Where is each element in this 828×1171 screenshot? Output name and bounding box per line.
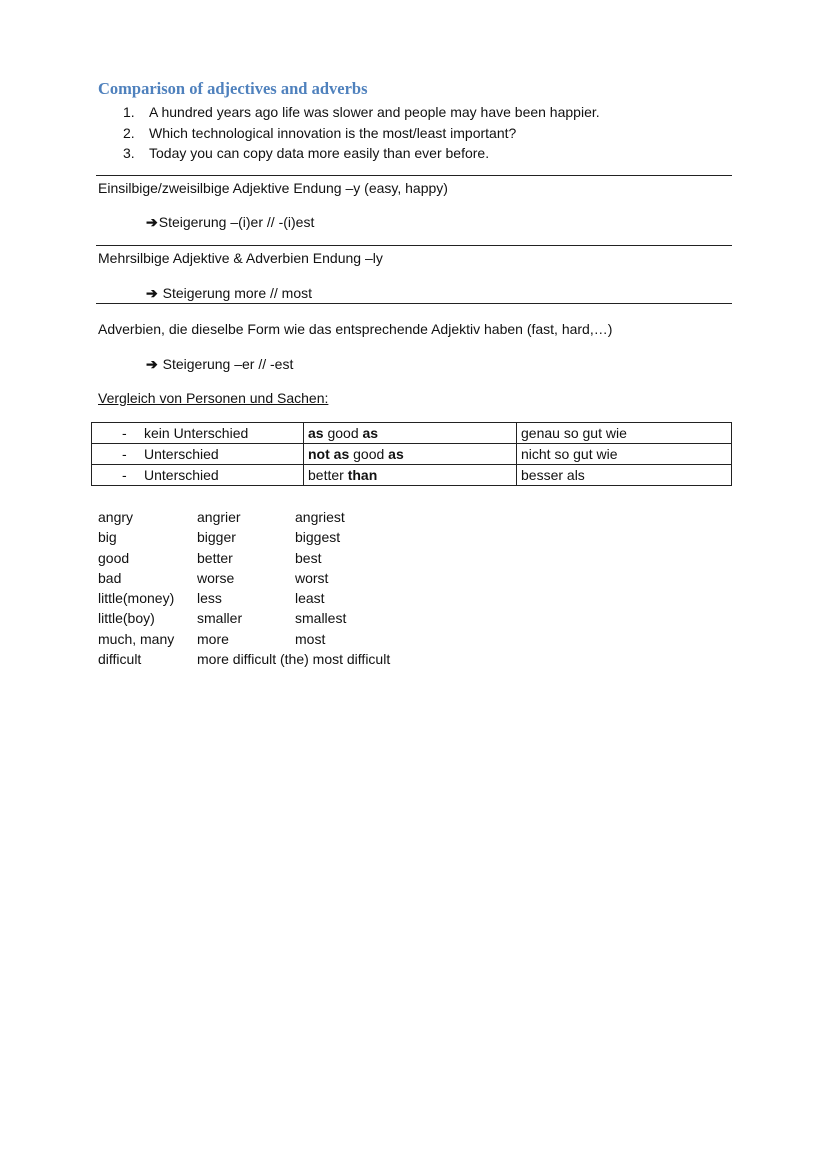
arrow-icon: ➔ <box>146 214 158 230</box>
comparative-form: less <box>197 590 222 607</box>
table-row <box>92 465 732 486</box>
list-item <box>123 123 600 144</box>
dash: - <box>122 466 127 483</box>
arrow-icon: ➔ <box>146 356 158 372</box>
rule-result <box>146 214 314 231</box>
table-cell <box>92 465 304 486</box>
row-label: Unterschied <box>144 466 219 483</box>
dash: - <box>122 424 127 441</box>
table-cell: besser als <box>517 465 732 486</box>
comparative-form: better <box>197 549 233 566</box>
table-cell <box>92 444 304 465</box>
comparison-heading: Vergleich von Personen und Sachen: <box>98 390 329 406</box>
superlative-form: best <box>295 549 322 566</box>
plain-word: better <box>308 466 348 483</box>
comparative-superlative-form: more difficult (the) most difficult <box>197 651 391 668</box>
list-item <box>123 143 600 164</box>
superlative-form: smallest <box>295 610 347 627</box>
example-text: Which technological innovation is the most/least important? <box>149 124 517 141</box>
table-row <box>98 527 390 547</box>
list-number: 3. <box>123 145 135 161</box>
comparative-form: smaller <box>197 610 243 627</box>
comparative-form: bigger <box>197 529 236 546</box>
table-cell: nicht so gut wie <box>517 444 732 465</box>
base-form: good <box>98 549 130 566</box>
divider <box>96 303 732 304</box>
superlative-form: worst <box>295 569 329 586</box>
comparison-table <box>91 422 732 486</box>
superlative-form: least <box>295 590 325 607</box>
bold-word: as <box>362 424 379 441</box>
base-form: little(boy) <box>98 610 155 627</box>
plain-word: good <box>323 424 363 441</box>
base-form: little(money) <box>98 590 175 607</box>
comparative-form: worse <box>197 569 235 586</box>
list-number: 2. <box>123 124 135 141</box>
rule-heading: Mehrsilbige Adjektive & Adverbien Endung –ly <box>98 250 383 266</box>
row-label: Unterschied <box>144 445 219 462</box>
rule-heading: Adverbien, die dieselbe Form wie das entsprechende Adjektiv haben (fast, hard,…) <box>98 321 613 337</box>
base-form: angry <box>98 509 134 525</box>
divider <box>96 245 732 246</box>
arrow-icon: ➔ <box>146 285 158 301</box>
table-cell <box>92 423 304 444</box>
rule-result <box>146 285 312 302</box>
bold-word: not as <box>308 445 350 462</box>
plain-word: good <box>349 445 389 462</box>
base-form: difficult <box>98 651 142 668</box>
superlative-form: angriest <box>295 509 345 525</box>
example-sentences <box>123 102 600 164</box>
rule-heading: Einsilbige/zweisilbige Adjektive Endung –y (easy, happy) <box>98 180 448 196</box>
comparison-forms-list <box>98 507 390 669</box>
example-text: A hundred years ago life was slower and people may have been happier. <box>149 104 600 120</box>
table-row <box>98 608 390 628</box>
table-row <box>92 444 732 465</box>
table-row <box>98 629 390 649</box>
table-row <box>98 548 390 568</box>
base-form: much, many <box>98 630 175 647</box>
rule-result-text: Steigerung –er // -est <box>158 356 294 372</box>
table-cell <box>304 465 517 486</box>
bold-word: as <box>388 445 404 462</box>
bold-word: than <box>347 466 378 483</box>
table-cell <box>304 423 517 444</box>
bold-word: as <box>308 424 324 441</box>
table-row <box>98 588 390 608</box>
example-text: Today you can copy data more easily than ever before. <box>149 145 490 161</box>
rule-result-text: Steigerung –(i)er // -(i)est <box>158 214 315 230</box>
page-title: Comparison of adjectives and adverbs <box>98 79 368 98</box>
list-number: 1. <box>123 104 135 120</box>
table-row <box>92 423 732 444</box>
superlative-form: most <box>295 630 326 647</box>
divider <box>96 175 732 176</box>
rule-result-text: Steigerung more // most <box>158 285 313 301</box>
superlative-form: biggest <box>295 529 341 546</box>
comparative-form: angrier <box>197 509 241 525</box>
row-label: kein Unterschied <box>144 424 249 441</box>
table-row <box>98 568 390 588</box>
rule-result <box>146 356 293 373</box>
dash: - <box>122 445 127 462</box>
table-row <box>98 507 390 527</box>
table-row <box>98 649 390 669</box>
comparative-form: more <box>197 630 229 647</box>
list-item <box>123 102 600 123</box>
table-cell <box>304 444 517 465</box>
base-form: bad <box>98 569 122 586</box>
table-cell: genau so gut wie <box>517 423 732 444</box>
base-form: big <box>98 529 117 546</box>
